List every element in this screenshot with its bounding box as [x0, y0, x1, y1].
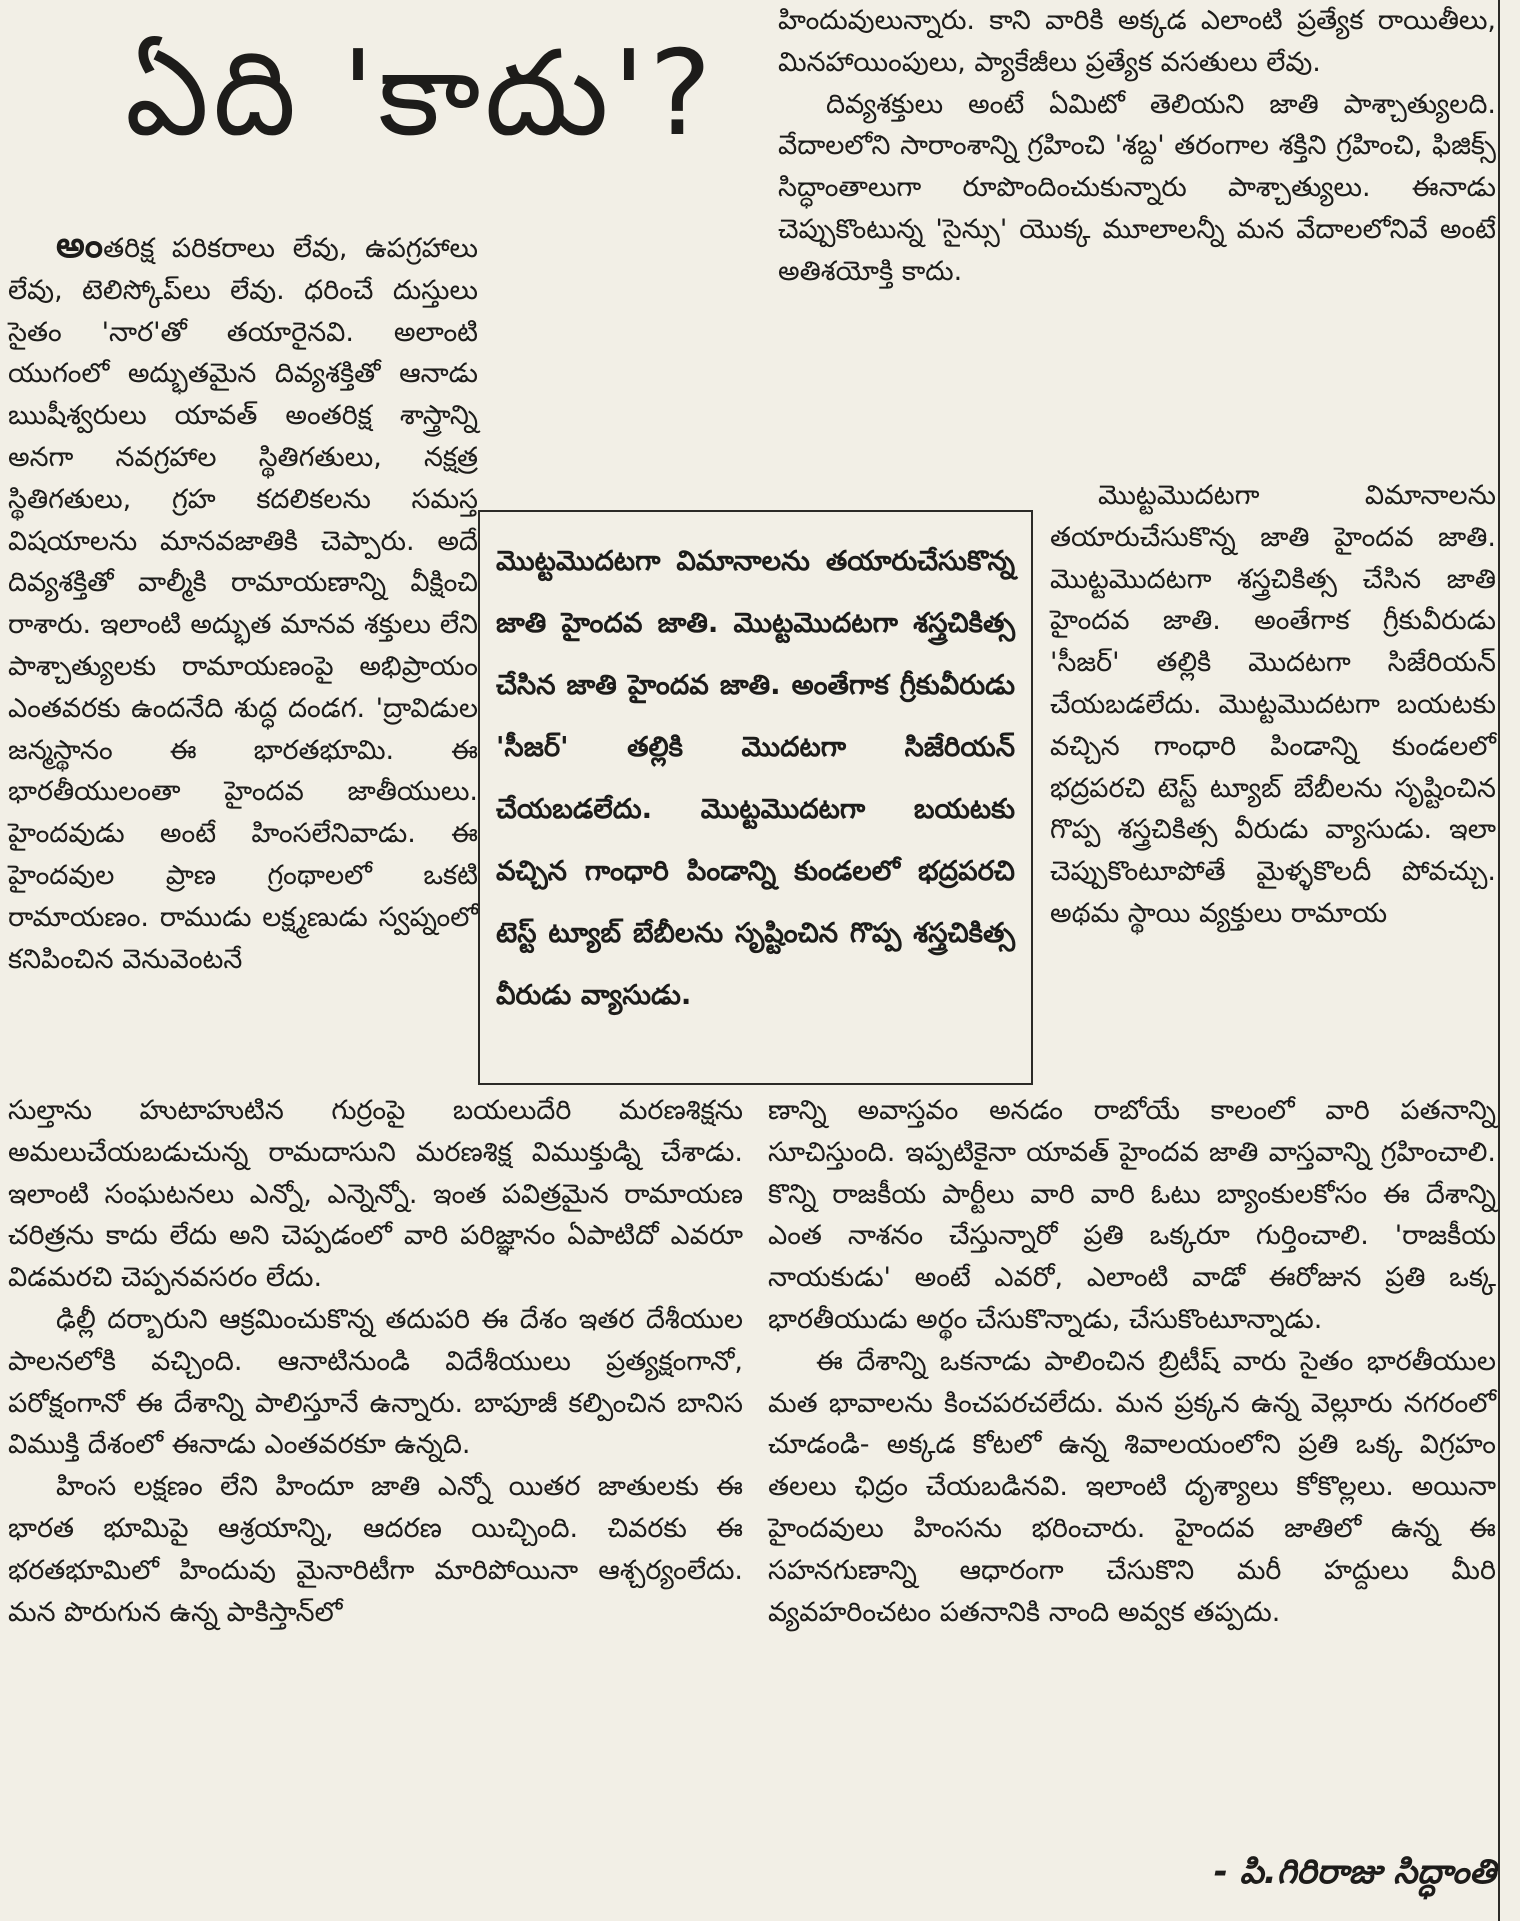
drop-cap: అం: [56, 225, 104, 266]
left-column-bottom: [8, 1090, 743, 1633]
paragraph: ణాన్ని అవాస్తవం అనడం రాబోయే కాలంలో వారి పతనాన్ని సూచిస్తుంది. ఇప్పటికైనా యావత్ హైందవ జాతి వాస్తవాన్ని గ్రహించాలి. కొన్ని రాజకీయ పార్టీలు వారి వారి ఓటు బ్యాంకులకోసం ఈ దేశాన్ని ఎంత నాశనం చేస్తున్నారో ప్రతి ఒక్కరూ గుర్తించాలి. 'రాజకీయ నాయకుడు' అంటే ఎవరో, ఎలాంటి వాడో ఈరోజున ప్రతి ఒక్క భారతీయుడు అర్థం చేసుకొన్నాడు, చేసుకొంటూన్నాడు.: [768, 1095, 1496, 1335]
left-column-top: [8, 225, 478, 980]
lead-paragraph-text: తరిక్ష పరికరాలు లేవు, ఉపగ్రహాలు లేవు, టెలిస్కోప్‌లు లేవు. ధరించే దుస్తులు సైతం 'నార'తో తయారైనవి. అలాంటి యుగంలో అద్భుతమైన దివ్యశక్తితో ఆనాడు ఋషీశ్వరులు యావత్ అంతరిక్ష శాస్త్రాన్ని అనగా నవగ్రహాల స్థితిగతులు, నక్షత్ర స్థితిగతులు, గ్రహ కదలికలను సమస్త విషయాలను మానవజాతికి చెప్పారు. అదే దివ్యశక్తితో వాల్మీకి రామాయణాన్ని వీక్షించి రాశారు. ఇలాంటి అద్భుత మానవ శక్తులు లేని పాశ్చాత్యులకు రామాయణంపై అభిప్రాయం ఎంతవరకు ఉందనేది శుద్ధ దండగ. 'ద్రావిడుల జన్మస్థానం ఈ భారతభూమి. ఈ భారతీయులంతా హైందవ జాతీయులు. హైందవుడు అంటే హింసలేనివాడు. ఈ హైందవుల ప్రాణ గ్రంథాలలో ఒకటి రామాయణం. రాముడు లక్ష్మణుడు స్వప్నంలో కనిపించిన వెనువెంటనే: [8, 233, 478, 975]
column-rule: [1498, 0, 1500, 1921]
article-title: ఏది 'కాదు'?: [125, 24, 716, 162]
paragraph: ఢిల్లీ దర్బారుని ఆక్రమించుకొన్న తదుపరి ఈ దేశం ఇతర దేశీయుల పాలనలోకి వచ్చింది. ఆనాటినుండి విదేశీయులు ప్రత్యక్షంగానో, పరోక్షంగానో ఈ దేశాన్ని పాలిస్తూనే ఉన్నారు. బాపూజీ కల్పించిన బానిస విముక్తి దేశంలో ఈనాడు ఎంతవరకూ ఉన్నది.: [8, 1303, 743, 1461]
pull-quote-box: [478, 510, 1033, 1085]
paragraph: సుల్తాను హుటాహుటిన గుర్రంపై బయలుదేరి మరణశిక్షను అమలుచేయబడుచున్న రామదాసుని మరణశిక్ష విముక్తుడ్ని చేశాడు. ఇలాంటి సంఘటనలు ఎన్నో, ఎన్నెన్నో. ఇంత పవిత్రమైన రామాయణ చరిత్రను కాదు లేదు అని చెప్పడంలో వారి పరిజ్ఞానం ఏపాటిదో ఎవరూ విడమరచి చెప్పనవసరం లేదు.: [8, 1095, 743, 1294]
paragraph: మొట్టమొదటగా విమానాలను తయారుచేసుకొన్న జాతి హైందవ జాతి. మొట్టమొదటగా శస్త్రచికిత్స చేసిన జాతి హైందవ జాతి. అంతేగాక గ్రీకువీరుడు 'సీజర్' తల్లికి మొదటగా సిజేరియన్ చేయబడలేదు. మొట్టమొదటగా బయటకు వచ్చిన గాంధారి పిండాన్ని కుండలలో భద్రపరచి టెస్ట్ ట్యూబ్ బేబీలను సృష్టించిన గొప్ప శస్త్రచికిత్స వీరుడు వ్యాసుడు. ఇలా చెప్పుకొంటూపోతే మైళ్ళకొలదీ పోవచ్చు. అథమ స్థాయి వ్యక్తులు రామాయ: [1050, 480, 1496, 929]
lead-paragraph: [8, 225, 478, 980]
right-column-middle: [1050, 475, 1496, 935]
pull-quote-text: మొట్టమొదటగా విమానాలను తయారుచేసుకొన్న జాతి హైందవ జాతి. మొట్టమొదటగా శస్త్రచికిత్స చేసిన జాతి హైందవ జాతి. అంతేగాక గ్రీకువీరుడు 'సీజర్' తల్లికి మొదటగా సిజేరియన్ చేయబడలేదు. మొట్టమొదటగా బయటకు వచ్చిన గాంధారి పిండాన్ని కుండలలో భద్రపరచి టెస్ట్ ట్యూబ్ బేబీలను సృష్టించిన గొప్ప శస్త్రచికిత్స వీరుడు వ్యాసుడు.: [496, 545, 1015, 1011]
paragraph: హిందువులున్నారు. కాని వారికి అక్కడ ఎలాంటి ప్రత్యేక రాయితీలు, మినహాయింపులు, ప్యాకేజీలు ప్రత్యేక వసతులు లేవు.: [778, 5, 1496, 78]
author-byline: - పి.గిరిరాజు సిద్ధాంతి: [1213, 1852, 1496, 1892]
paragraph: దివ్యశక్తులు అంటే ఏమిటో తెలియని జాతి పాశ్చాత్యులది. వేదాలలోని సారాంశాన్ని గ్రహించి 'శబ్ద' తరంగాల శక్తిని గ్రహించి, ఫిజిక్స్ సిద్ధాంతాలుగా రూపొందించుకున్నారు పాశ్చాత్యులు. ఈనాడు చెప్పుకొంటున్న 'సైన్సు' యొక్క మూలాలన్నీ మన వేదాలలోనివే అంటే అతిశయోక్తి కాదు.: [778, 88, 1496, 287]
paragraph: ఈ దేశాన్ని ఒకనాడు పాలించిన బ్రిటీష్ వారు సైతం భారతీయుల మత భావాలను కించపరచలేదు. మన ప్రక్కన ఉన్న వెల్లూరు నగరంలో చూడండి- అక్కడ కోటలో ఉన్న శివాలయంలోని ప్రతి ఒక్క విగ్రహం తలలు ఛిద్రం చేయబడినవి. ఇలాంటి దృశ్యాలు కోకొల్లలు. అయినా హైందవులు హింసను భరించారు. హైందవ జాతిలో ఉన్న ఈ సహనగుణాన్ని ఆధారంగా చేసుకొని మరీ హద్దులు మీరి వ్యవహరించటం పతనానికి నాంది అవ్వక తప్పదు.: [768, 1345, 1496, 1628]
right-column-bottom: [768, 1090, 1496, 1633]
paragraph: హింస లక్షణం లేని హిందూ జాతి ఎన్నో యితర జాతులకు ఈ భారత భూమిపై ఆశ్రయాన్ని, ఆదరణ యిచ్చింది. చివరకు ఈ భరతభూమిలో హిందువు మైనారిటీగా మారిపోయినా ఆశ్చర్యంలేదు. మన పొరుగున ఉన్న పాకిస్తాన్‌లో: [8, 1471, 743, 1628]
right-column-top: [778, 0, 1496, 293]
